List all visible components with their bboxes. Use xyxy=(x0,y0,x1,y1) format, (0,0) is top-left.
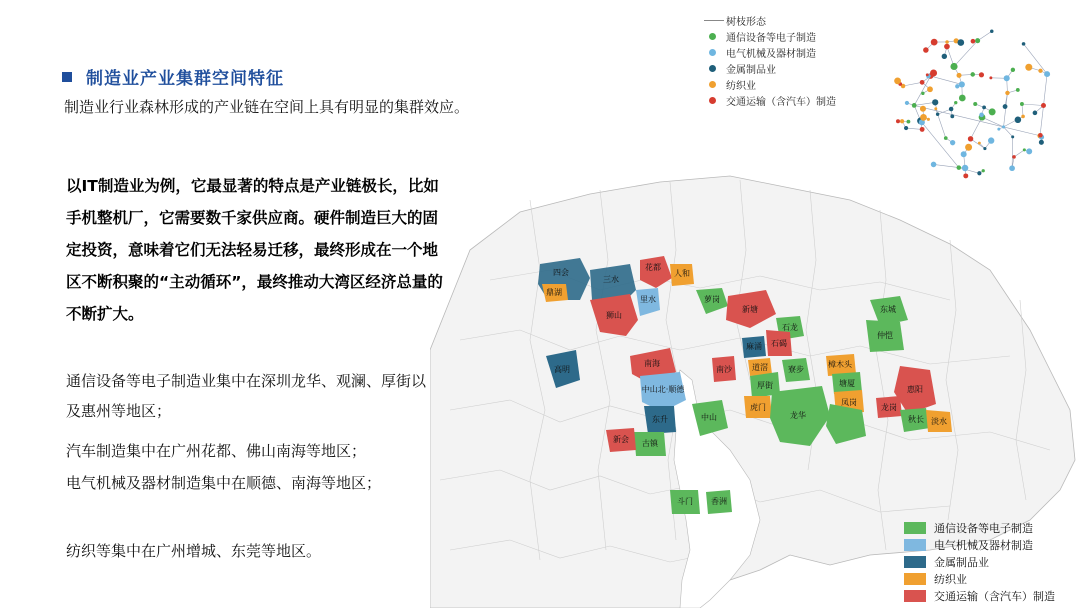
label-xiangzhou: 香洲 xyxy=(711,497,727,506)
lightblue-swatch-icon xyxy=(904,539,926,551)
legend-label: 通信设备等电子制造 xyxy=(726,32,816,44)
title-bullet-icon xyxy=(62,72,72,82)
label-houjie: 厚街 xyxy=(757,381,773,390)
legend-label: 通信设备等电子制造 xyxy=(934,521,1033,535)
tree-node xyxy=(1039,140,1044,145)
tree-node xyxy=(1005,91,1009,95)
tree-node xyxy=(973,102,977,106)
tree-node xyxy=(944,44,950,50)
tree-node xyxy=(971,39,976,44)
tree-node xyxy=(961,151,967,157)
tree-node xyxy=(945,40,949,44)
tree-node xyxy=(934,107,937,110)
legend-label: 纺织业 xyxy=(726,80,756,92)
label-xinhui: 新会 xyxy=(613,435,629,444)
red-dot-icon xyxy=(709,97,716,104)
industry-tree-network xyxy=(876,14,1072,190)
legend-row xyxy=(904,553,1055,570)
label-machong: 麻涌 xyxy=(746,342,762,351)
tree-node xyxy=(989,76,992,79)
label-nansha: 南沙 xyxy=(716,365,732,374)
tree-node xyxy=(927,118,930,121)
tree-node xyxy=(923,47,929,53)
legend-row xyxy=(704,60,836,76)
tree-node xyxy=(1020,102,1024,106)
label-zhongshan: 中山 xyxy=(701,413,717,422)
legend-label: 电气机械及器材制造 xyxy=(726,48,816,60)
label-dinghu: 鼎湖 xyxy=(546,288,562,297)
tree-node xyxy=(959,95,966,102)
tree-node xyxy=(1003,104,1008,109)
tree-node xyxy=(949,107,954,112)
section-title xyxy=(62,64,284,89)
label-luogang: 萝岗 xyxy=(704,295,720,304)
tree-node xyxy=(1041,103,1046,108)
paragraph-automotive: 汽车制造集中在广州花都、佛山南海等地区； xyxy=(66,442,367,460)
branch-line-icon xyxy=(704,20,724,21)
tree-node xyxy=(912,103,917,108)
tree-node xyxy=(894,77,901,84)
legend-label: 交通运输（含汽车）制造 xyxy=(934,589,1055,603)
label-xintang: 新塘 xyxy=(742,305,758,314)
label-shijie: 石碣 xyxy=(771,339,787,348)
tree-node xyxy=(1038,133,1042,137)
tree-node xyxy=(1016,88,1020,92)
green-dot-icon xyxy=(709,33,716,40)
tree-node xyxy=(931,39,938,46)
label-longgang: 龙岗 xyxy=(881,403,897,412)
tree-legend xyxy=(704,12,836,108)
tree-node xyxy=(1038,69,1042,73)
tree-node xyxy=(990,30,994,34)
tree-node xyxy=(921,92,924,95)
tree-node xyxy=(950,63,957,70)
tree-node xyxy=(979,113,984,118)
lightblue-dot-icon xyxy=(709,49,716,56)
label-humen: 虎门 xyxy=(750,403,766,412)
tree-node xyxy=(920,127,925,132)
legend-row xyxy=(704,44,836,60)
tree-node xyxy=(936,113,939,116)
label-sanshui: 三水 xyxy=(603,275,619,284)
label-danshui: 淡水 xyxy=(931,417,947,426)
tree-node xyxy=(1022,42,1026,46)
tree-node xyxy=(1023,148,1026,151)
label-dongsheng: 东升 xyxy=(652,415,668,424)
legend-label: 纺织业 xyxy=(934,572,967,586)
tree-node xyxy=(962,165,968,171)
paragraph-electrical: 电气机械及器材制造集中在顺德、南海等地区； xyxy=(66,474,382,492)
label-guzhen: 古镇 xyxy=(642,439,658,448)
tree-node xyxy=(1012,155,1016,159)
tree-node xyxy=(920,114,927,121)
label-longhua: 龙华 xyxy=(790,411,806,420)
legend-row xyxy=(704,28,836,44)
label-tangxia: 塘厦 xyxy=(839,379,855,388)
legend-row xyxy=(704,76,836,92)
legend-row xyxy=(904,587,1055,604)
tree-node xyxy=(978,142,981,145)
tree-node xyxy=(1021,115,1025,119)
tree-node xyxy=(965,144,972,151)
tree-node xyxy=(1002,125,1005,128)
label-daojiao: 道滘 xyxy=(752,363,768,372)
label-fenggang: 凤岗 xyxy=(841,398,857,407)
tree-node xyxy=(955,84,959,88)
tree-node xyxy=(900,119,904,123)
tree-node xyxy=(926,73,929,76)
label-lishui: 里水 xyxy=(640,295,656,304)
label-renhe: 人和 xyxy=(674,269,690,278)
legend-label: 金属制品业 xyxy=(934,555,989,569)
orange-swatch-icon xyxy=(904,573,926,585)
tree-node xyxy=(920,80,925,85)
label-liaobu: 寮步 xyxy=(788,365,804,374)
tree-node xyxy=(959,81,965,87)
label-dongcheng: 东城 xyxy=(880,305,896,314)
tree-node xyxy=(957,39,964,46)
highlight-paragraph: 以IT制造业为例，它最显著的特点是产业链极长，比如手机整机厂，它需要数千家供应商。硬件制造巨大的固定投资，意味着它们无法轻易迁移，最终形成在一个地区不断积聚的“主动循环”，最终推动大湾区经济总量的不断扩大。 xyxy=(66,177,443,323)
tree-node xyxy=(1011,135,1014,138)
label-shilong: 石龙 xyxy=(782,323,798,332)
legend-row xyxy=(904,536,1055,553)
legend-row-tree xyxy=(704,12,836,28)
tree-node xyxy=(931,162,937,168)
orange-dot-icon xyxy=(709,81,716,88)
darkblue-swatch-icon xyxy=(904,556,926,568)
legend-label: 电气机械及器材制造 xyxy=(934,538,1033,552)
label-sihui: 四会 xyxy=(553,268,569,277)
tree-node xyxy=(1015,116,1022,123)
tree-node xyxy=(968,136,973,141)
tree-node xyxy=(927,86,933,92)
label-gaoming: 高明 xyxy=(554,365,570,374)
legend-label: 交通运输（含汽车）制造 xyxy=(726,96,836,108)
tree-node xyxy=(905,101,909,105)
tree-node xyxy=(954,101,957,104)
tree-node xyxy=(904,126,908,130)
tree-node xyxy=(977,171,981,175)
label-huadu: 花都 xyxy=(645,263,661,272)
tree-node xyxy=(970,72,975,77)
tree-node xyxy=(1011,68,1015,72)
tree-node xyxy=(997,128,1000,131)
map-legend xyxy=(904,519,1055,604)
label-shunde: 中山北·顺德 xyxy=(641,385,685,394)
tree-node xyxy=(1044,71,1050,77)
darkblue-dot-icon xyxy=(709,65,716,72)
label-shishan: 狮山 xyxy=(606,311,622,320)
paragraph-textile: 纺织等集中在广州增城、东莞等地区。 xyxy=(66,542,322,560)
tree-node xyxy=(1026,148,1032,154)
tree-node xyxy=(932,99,938,105)
tree-node xyxy=(975,38,980,43)
label-zhongkai: 仲恺 xyxy=(877,331,893,340)
label-zhangmutou: 樟木头 xyxy=(828,360,852,369)
tree-node xyxy=(988,137,994,143)
paragraph-electronics: 通信设备等电子制造业集中在深圳龙华、观澜、厚街以及惠州等地区； xyxy=(66,372,427,420)
legend-row xyxy=(904,570,1055,587)
tree-node xyxy=(1025,64,1032,71)
tree-node xyxy=(1009,165,1015,171)
label-qiuchang: 秋长 xyxy=(908,415,924,424)
tree-node xyxy=(1004,75,1010,81)
legend-row xyxy=(904,519,1055,536)
tree-node xyxy=(989,108,996,115)
tree-node xyxy=(1033,111,1038,116)
tree-node xyxy=(982,169,985,172)
tree-node xyxy=(896,119,900,123)
tree-node xyxy=(983,147,986,150)
tree-node xyxy=(907,120,911,124)
label-nanhai: 南海 xyxy=(644,359,660,368)
page-title: 制造业产业集群空间特征 xyxy=(86,69,284,89)
tree-node xyxy=(930,69,937,76)
tree-node xyxy=(942,54,947,59)
tree-node xyxy=(979,72,984,77)
legend-tree-label: 树枝形态 xyxy=(726,16,766,28)
tree-node xyxy=(944,136,948,140)
label-huiyang: 惠阳 xyxy=(907,385,923,394)
legend-row xyxy=(704,92,836,108)
tree-node xyxy=(950,140,955,145)
green-swatch-icon xyxy=(904,522,926,534)
tree-node xyxy=(950,114,954,118)
tree-node xyxy=(920,106,926,112)
tree-node xyxy=(963,173,968,178)
tree-node xyxy=(957,73,962,78)
label-doumen: 斗门 xyxy=(677,497,693,506)
red-swatch-icon xyxy=(904,590,926,602)
page-subtitle: 制造业行业森林形成的产业链在空间上具有明显的集群效应。 xyxy=(64,98,470,116)
legend-label: 金属制品业 xyxy=(726,64,776,76)
tree-node xyxy=(982,106,986,110)
tree-node xyxy=(957,165,962,170)
